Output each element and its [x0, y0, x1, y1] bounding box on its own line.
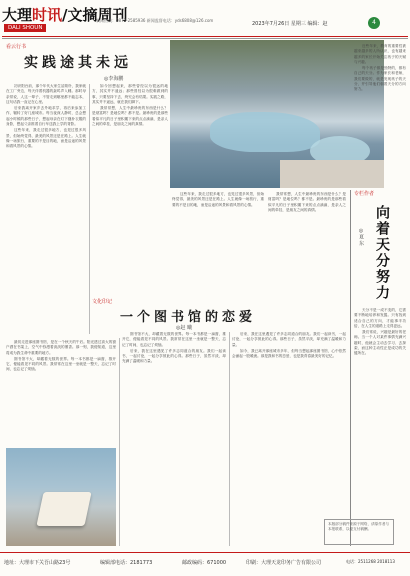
article3-paragraph: 我们常说，兴趣是最好的老师。当一个人对某件事情充满兴趣时，他就会主动去学习、去探索，而这种主动性正是成功的关键所在。 — [354, 330, 406, 356]
article3-author: ◎夏 东 — [358, 228, 364, 246]
article3-top-column — [354, 44, 406, 186]
article2-paragraph: 后来，我在这里遇见了许多志同道合的朋友。我们一起读书，一起讨论，一起分享彼此的心得。那些日子，虽然平淡，却充满了温暖和力量。 — [232, 332, 346, 347]
article1-paragraph: 初识阳台前，那个年代大家生活简朴，我家就在工厂旁边，每天伴着机器的轰鸣声入睡。那时母亲常说，人这一辈子，不管走到哪里都不能忘本，这句话我一直记在心里。 — [6, 84, 86, 104]
page-number-badge: 4 — [368, 17, 380, 29]
article3-paragraph: 近些年来，教育的重要性被越来越多的人所认识，也有越来越多的家长开始关注孩子的天赋与兴趣。 — [354, 44, 406, 64]
footer-printer: 印刷：大理天龙印务广告有限公司 — [246, 560, 322, 566]
masthead-brand-accent: 时讯 — [32, 6, 63, 24]
footer-editorial-phone: 编辑部电话：2181773 — [100, 560, 153, 566]
article2-paragraph: 后来，我在这里遇见了许多志同道合的朋友。我们一起读书，一起讨论，一起分享彼此的心得。那些日子，虽然平淡，却充满了温暖和力量。 — [122, 348, 226, 364]
article1-photo — [170, 40, 384, 188]
article2-title: 一个图书馆的恋爱 — [120, 310, 257, 325]
article3-title: 向着天分努力 — [374, 205, 390, 301]
editor-note-box: 本版部分稿件来源于网络，请原作者与本报联系，以便支付稿酬。 — [324, 519, 394, 545]
article1-column-3 — [172, 192, 264, 292]
article2-paragraph: 图书馆不大，却藏着无数的世界。每一本书都是一扇窗，推开它，便能看见不同的风景。我常常在这里一坐就是一整天，忘记了时间，也忘记了烦恼。 — [122, 332, 226, 347]
article2-column-1 — [6, 340, 116, 444]
article2-section-tag: 文化印记 — [92, 299, 113, 305]
masthead-brand: 大理 — [2, 6, 33, 24]
article1-paragraph: 后来我离开家乡去外地求学，再后来参加工作，辗转了好几座城市。每当夜深人静时，总会想起小时候的那些日子，想起母亲在灯下缝补衣服的身影，想起父亲推着自行车送我上学的背影。 — [6, 106, 86, 127]
date-line: 2023年7月26日 星期三 编辑：赵 — [252, 21, 328, 27]
article1-section-tag: 看云行书 — [6, 44, 27, 50]
article2-author: ◎赵 曦 — [176, 325, 192, 331]
article1-paragraph: 我常常想，人生中最珍贵的东西是什么？是财富吗？是地位吗？都不是。最珍贵的是那些看似平凡的日子里积累下来的点点滴滴，是亲人之间的牵挂，是朋友之间的真情。 — [268, 192, 346, 212]
article2-paragraph: 如今，我已离开那座城市多年，但每当想起那座图书馆，心中依然会涌起一股暖流。那是我和书的恋爱，也是我青春最美好的记忆。 — [232, 348, 346, 359]
contact-line: 新闻热线：0872-2585936 新闻监督电话：yds6808@126.com — [96, 18, 214, 23]
article3-bottom-column — [354, 308, 406, 514]
article1-column-4 — [268, 192, 346, 292]
column-divider — [229, 332, 230, 546]
article1-paragraph: 如今回想起来，那些曾经以为很远的地方，其实并不遥远；那些曾经以为很难做到的事，只要坚持下去，终究会有结果。实践之路，其实并不遥远，就在我们脚下。 — [92, 84, 168, 104]
article1-author: ◎李海鹏 — [104, 76, 124, 82]
newspaper-footer — [0, 552, 410, 576]
article1-column-2 — [92, 84, 168, 334]
article1-title: 实践途其未远 — [24, 55, 132, 71]
newspaper-header — [0, 0, 410, 40]
english-name-badge: DALI SHOUN — [4, 24, 46, 32]
article2-paragraph: 最初走进那座图书馆，是在一个秋天的午后。阳光透过高大的窗户洒在书架上，空气中弥漫着淡淡的墨香。那一刻，我便知道，这里将成为我生命中重要的地方。 — [6, 340, 116, 355]
header-rule — [2, 36, 408, 37]
article2-photo — [6, 448, 116, 546]
photo-pool-shape — [210, 112, 320, 152]
header-rule-thin — [2, 38, 408, 39]
article3-section-tag: 专栏作者 — [354, 191, 375, 197]
footer-ad-phone: 电话：2511268 2018113 — [346, 559, 395, 564]
article3-paragraph: 每个孩子都是独特的，都有自己的天分。作为家长和老师，我们要做的，就是发现孩子的天分，并引导他们朝着天分的方向努力。 — [354, 66, 406, 92]
article1-column-1 — [6, 84, 86, 354]
column-divider — [350, 190, 351, 546]
masthead-section: /文摘周刊 — [62, 6, 128, 24]
article2-column-3 — [232, 332, 346, 546]
footer-postcode: 邮政编码：671000 — [182, 560, 227, 566]
photo-book-shape — [36, 492, 91, 526]
footer-address: 地址：大理市下关吾山路23号 — [4, 560, 71, 566]
article2-paragraph: 图书馆不大，却藏着无数的世界。每一本书都是一扇窗，推开它，便能看见不同的风景。我常常在这里一坐就是一整天，忘记了时间，也忘记了烦恼。 — [6, 356, 116, 372]
article1-paragraph: 我常常想，人生中最珍贵的东西是什么？是财富吗？是地位吗？都不是。最珍贵的是那些看似平凡的日子里积累下来的点点滴滴，是亲人之间的牵挂，是朋友之间的真情。 — [92, 106, 168, 127]
article1-paragraph: 这些年来，我走过很多地方，也见过很多风景，但始终觉得，最美的风景还是在路上。人生就像一场旅行，重要的不是目的地，而是沿途的风景和看风景的心情。 — [172, 192, 264, 207]
article3-paragraph: 天分不是一成不变的，它需要不断地培养和发掘。只有找到适合自己的方向，才能事半功倍，在人生的道路上走得更远。 — [354, 308, 406, 328]
column-divider — [89, 84, 90, 334]
article2-column-2 — [122, 332, 226, 546]
article1-paragraph: 这些年来，我走过很多地方，也见过很多风景，但始终觉得，最美的风景还是在路上。人生就像一场旅行，重要的不是目的地，而是沿途的风景和看风景的心情。 — [6, 128, 86, 149]
column-divider — [119, 338, 120, 546]
